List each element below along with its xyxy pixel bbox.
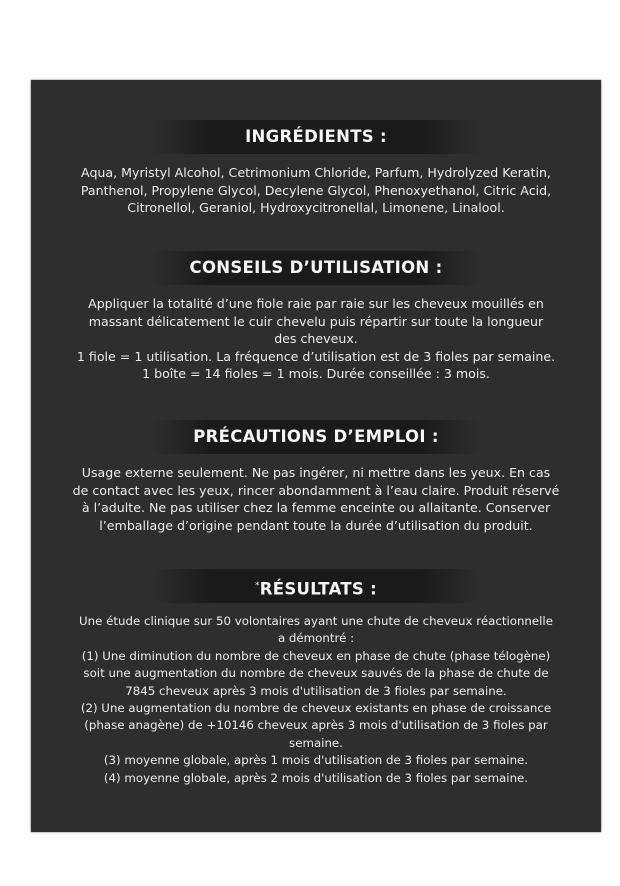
text-line: Une étude clinique sur 50 volontaires ayant une chute de cheveux réactionnelle [79, 614, 553, 628]
text-line: massant délicatement le cuir chevelu puis répartir sur toute la longueur [88, 313, 544, 329]
precautions-section [31, 420, 601, 534]
text-line: Citronellol, Geraniol, Hydroxycitronellal, Limonene, Linalool. [127, 200, 505, 215]
text-line: Appliquer la totalité d’une fiole raie par raie sur les cheveux mouillés en [88, 296, 544, 311]
text-line: semaine. [289, 735, 343, 750]
text-line: de contact avec les yeux, rincer abondamment à l’eau claire. Produit réservé [72, 482, 560, 498]
text-line: des cheveux. [274, 331, 358, 346]
text-line: à l’adulte. Ne pas utiliser chez la femme enceinte ou allaitante. Conserver [81, 500, 551, 515]
resultats-heading-text: RÉSULTATS : [259, 579, 378, 599]
text-line: (3) moyenne globale, après 1 mois d'utilisation de 3 fioles par semaine. [103, 753, 529, 768]
text-line: Aqua, Myristyl Alcohol, Cetrimonium Chloride, Parfum, Hydrolyzed Keratin, [81, 165, 551, 180]
text-line: Usage externe seulement. Ne pas ingérer, ni mettre dans les yeux. En cas [81, 465, 551, 480]
footnote-mark: * [254, 581, 260, 591]
text-line: (phase anagène) de +10146 cheveux après 3 mois d'utilisation de 3 fioles par [84, 718, 548, 733]
resultats-text [45, 613, 587, 787]
product-label-card [31, 80, 601, 832]
text-line: 7845 cheveux après 3 mois d'utilisation de 3 fioles par semaine. [125, 683, 507, 698]
ingredients-section [31, 120, 601, 217]
ingredients-text [45, 164, 587, 217]
conseils-heading: CONSEILS D’UTILISATION : [151, 251, 481, 285]
text-line: 1 fiole = 1 utilisation. La fréquence d’utilisation est de 3 fioles par semaine. [76, 348, 556, 364]
text-line: Panthenol, Propylene Glycol, Decylene Glycol, Phenoxyethanol, Citric Acid, [80, 182, 552, 198]
conseils-text [45, 295, 587, 383]
conseils-section [31, 251, 601, 383]
text-line: (1) Une diminution du nombre de cheveux en phase de chute (phase télogène) [81, 648, 551, 663]
text-line: l’emballage d’origine pendant toute la durée d’utilisation du produit. [99, 517, 533, 533]
precautions-heading: PRÉCAUTIONS D’EMPLOI : [151, 420, 481, 454]
text-line: (4) moyenne globale, après 2 mois d'utilisation de 3 fioles par semaine. [103, 770, 529, 785]
resultats-section [31, 569, 601, 787]
resultats-heading [151, 569, 481, 603]
ingredients-heading: INGRÉDIENTS : [151, 120, 481, 154]
text-line: 1 boîte = 14 fioles = 1 mois. Durée conseillée : 3 mois. [142, 366, 490, 381]
text-line: a démontré : [277, 631, 355, 646]
precautions-text [45, 464, 587, 534]
text-line: (2) Une augmentation du nombre de cheveux existants en phase de croissance [80, 701, 552, 716]
text-line: soit une augmentation du nombre de cheveux sauvés de la phase de chute de [83, 666, 549, 681]
